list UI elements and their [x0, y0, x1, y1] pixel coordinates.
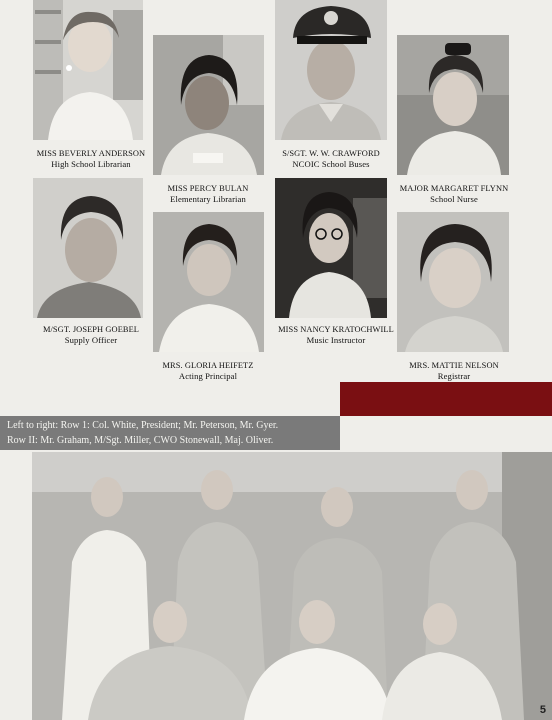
portrait-photo-anderson [33, 0, 143, 140]
portrait-photo-nelson [397, 212, 509, 352]
group-photo [32, 452, 552, 720]
portrait-photo-crawford [275, 0, 387, 140]
accent-banner [340, 382, 552, 416]
staff-caption-heifetz [142, 360, 274, 382]
staff-title: Music Instructor [306, 335, 366, 345]
staff-caption-nelson [385, 360, 523, 382]
portrait-photo-flynn [397, 35, 509, 175]
staff-name: MRS. GLORIA HEIFETZ [162, 361, 254, 370]
portrait-photo-kratochwill [275, 178, 387, 318]
staff-title: High School Librarian [51, 159, 131, 169]
group-photo-caption [0, 416, 340, 450]
page-number: 5 [539, 704, 546, 716]
staff-name: MISS BEVERLY ANDERSON [36, 149, 146, 158]
group-caption-line-2: Row II: Mr. Graham, M/Sgt. Miller, CWO Stonewall, Maj. Oliver. [7, 434, 274, 446]
staff-title: School Nurse [430, 194, 478, 204]
staff-caption-goebel [20, 324, 162, 346]
group-caption-line-1: Left to right: Row 1: Col. White, President; Mr. Peterson, Mr. Gyer. [7, 420, 279, 431]
staff-title: Elementary Librarian [170, 194, 246, 204]
staff-name: MISS PERCY BULAN [167, 184, 249, 193]
staff-title: Supply Officer [64, 335, 118, 345]
staff-name: M/SGT. JOSEPH GOEBEL [42, 325, 140, 334]
staff-title: NCOIC School Buses [292, 159, 370, 169]
staff-caption-bulan [142, 183, 274, 205]
staff-caption-crawford [262, 148, 400, 170]
staff-name: MRS. MATTIE NELSON [409, 361, 499, 370]
portrait-photo-bulan [153, 35, 264, 175]
staff-caption-anderson [20, 148, 162, 170]
staff-title: Acting Principal [178, 371, 238, 381]
staff-name: MISS NANCY KRATOCHWILL [278, 325, 394, 334]
staff-name: S/SGT. W. W. CRAWFORD [282, 149, 380, 158]
staff-name: MAJOR MARGARET FLYNN [399, 184, 509, 193]
portrait-photo-goebel [33, 178, 143, 318]
portrait-photo-heifetz [153, 212, 264, 352]
staff-caption-flynn [385, 183, 523, 205]
staff-caption-kratochwill [262, 324, 410, 346]
staff-title: Registrar [437, 371, 471, 381]
